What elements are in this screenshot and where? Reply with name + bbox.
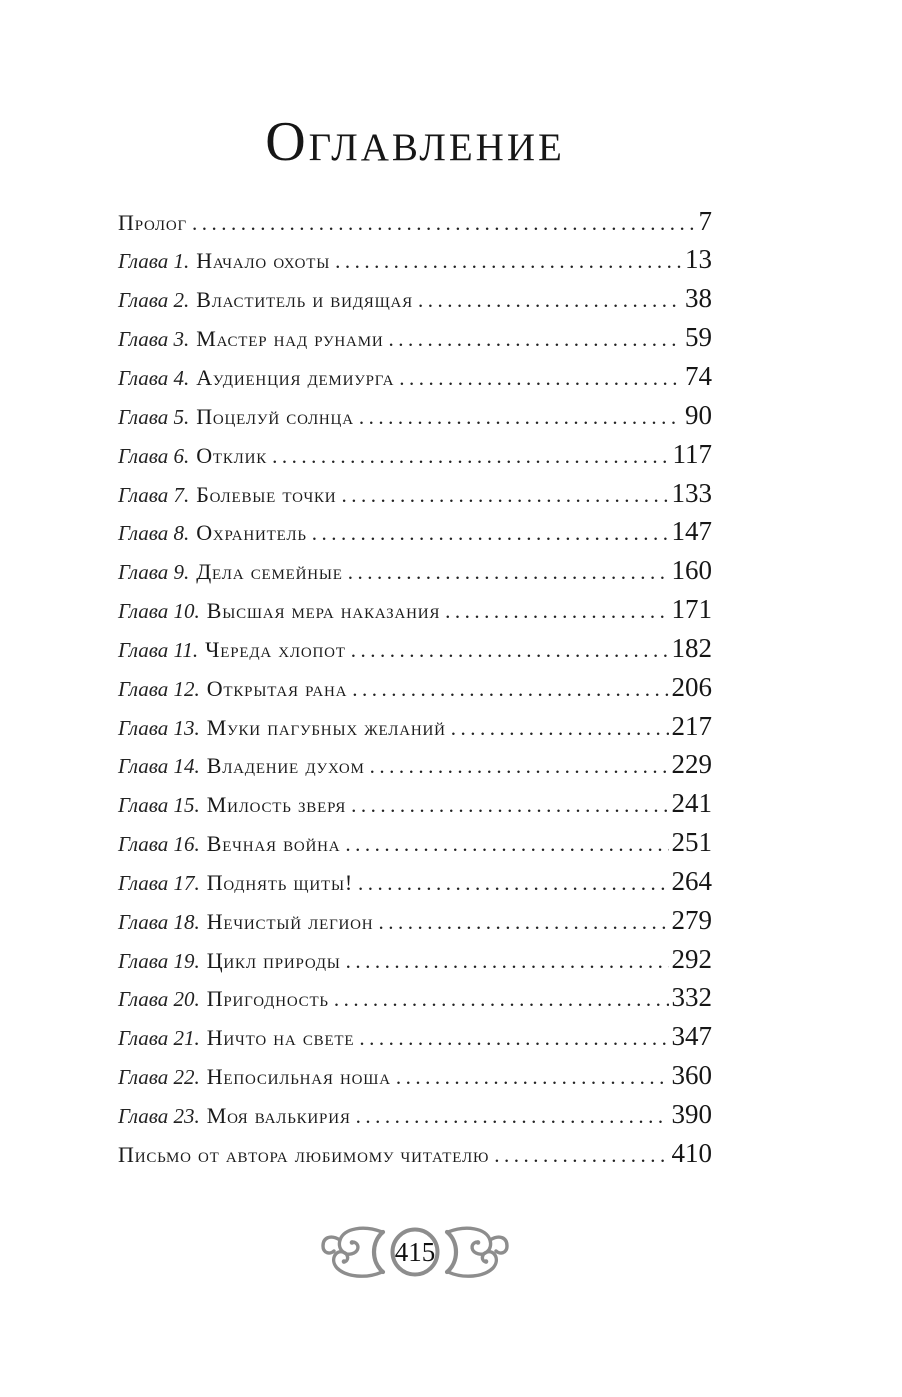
toc-entry-chapter-label: Глава 2. <box>118 288 190 313</box>
toc-entry-page-number: 59 <box>685 322 712 353</box>
toc-entry-chapter-label: Глава 1. <box>118 249 190 274</box>
toc-entry-page-number: 360 <box>671 1060 712 1091</box>
toc-entry <box>118 435 712 474</box>
toc-entry <box>118 1134 712 1173</box>
toc-entry <box>118 784 712 823</box>
toc-entry-chapter-label: Глава 10. <box>118 599 200 624</box>
footer-ornament <box>320 1223 510 1281</box>
toc-entry-dot-leader <box>351 792 668 818</box>
toc-entry-chapter-label: Глава 21. <box>118 1026 200 1051</box>
toc-entry-dot-leader <box>348 559 669 585</box>
toc-entry <box>118 901 712 940</box>
toc-entry-dot-leader <box>388 326 682 352</box>
toc-entry <box>118 474 712 513</box>
toc-entry-title: Владение духом <box>206 753 365 779</box>
toc-entry-title: Череда хлопот <box>205 636 346 662</box>
toc-entry-chapter-label: Глава 19. <box>118 948 200 973</box>
toc-entry-chapter-label: Глава 7. <box>118 482 190 507</box>
toc-entry-title: Пролог <box>118 209 187 235</box>
toc-entry <box>118 1056 712 1095</box>
toc-entry-dot-leader <box>334 986 669 1012</box>
toc-entry-title: Болевые точки <box>196 481 337 507</box>
toc-entry-chapter-label: Глава 5. <box>118 404 190 429</box>
toc-entry-page-number: 206 <box>671 671 712 702</box>
toc-entry-page-number: 292 <box>671 943 712 974</box>
toc-entry <box>118 551 712 590</box>
toc-entry-title: Отклик <box>196 442 268 468</box>
toc-entry-title: Поцелуй солнца <box>196 403 354 429</box>
toc-entry-page-number: 160 <box>671 555 712 586</box>
toc-entry-page-number: 90 <box>685 399 712 430</box>
toc-entry-page-number: 133 <box>671 477 712 508</box>
toc-entry-title: Открытая рана <box>206 675 348 701</box>
toc-entry-dot-leader <box>418 287 682 313</box>
toc-entry-title: Поднять щиты! <box>206 869 353 895</box>
toc-entry <box>118 862 712 901</box>
toc-entry-page-number: 171 <box>671 594 712 625</box>
toc-entry <box>118 512 712 551</box>
book-page <box>118 0 712 1286</box>
toc-entry-chapter-label: Глава 11. <box>118 637 199 662</box>
toc-entry-dot-leader <box>346 948 669 974</box>
toc-entry-chapter-label: Глава 23. <box>118 1104 200 1128</box>
toc-entry-dot-leader <box>312 520 669 546</box>
toc-entry <box>118 745 712 784</box>
toc-entry-title: Пригодность <box>206 986 329 1012</box>
toc-entry <box>118 396 712 435</box>
toc-entry-dot-leader <box>399 365 682 391</box>
toc-entry-page-number: 332 <box>671 982 712 1013</box>
toc-entry-title: Вечная война <box>206 831 341 857</box>
toc-entry-chapter-label: Глава 13. <box>118 715 200 740</box>
toc-entry <box>118 707 712 746</box>
toc-entry <box>118 240 712 279</box>
toc-entry-dot-leader <box>351 637 669 663</box>
toc-entry <box>118 823 712 862</box>
toc-entry <box>118 279 712 318</box>
toc-entry <box>118 1095 712 1134</box>
toc-entry-title: Начало охоты <box>196 248 331 274</box>
toc-entry-title: Охранитель <box>196 520 307 546</box>
toc-entry-chapter-label: Глава 15. <box>118 793 200 818</box>
toc-entry-page-number: 241 <box>671 788 712 819</box>
toc-entry-chapter-label: Глава 4. <box>118 365 190 390</box>
toc-entry-chapter-label: Глава 18. <box>118 909 200 934</box>
toc-entry <box>118 940 712 979</box>
toc-entry-title: Милость зверя <box>206 792 347 818</box>
toc-entry <box>118 202 712 241</box>
toc-entry-title: Непосильная ноша <box>206 1064 391 1090</box>
toc-entry-dot-leader <box>359 404 682 430</box>
toc-entry-dot-leader <box>451 715 669 741</box>
toc-entry-page-number: 410 <box>671 1137 712 1168</box>
toc-entry-page-number: 7 <box>698 205 712 236</box>
toc-entry-page-number: 347 <box>671 1021 712 1052</box>
toc-entry-dot-leader <box>341 482 668 508</box>
toc-entry-title: Мастер над рунами <box>196 326 384 352</box>
toc-entry-title: Высшая мера наказания <box>206 598 441 624</box>
toc-entry <box>118 318 712 357</box>
toc-entry-page-number: 390 <box>671 1099 712 1129</box>
toc-entry-dot-leader <box>494 1142 668 1168</box>
toc-entry-page-number: 229 <box>671 749 712 780</box>
toc-entry-chapter-label: Глава 6. <box>118 443 190 468</box>
toc-entry-page-number: 279 <box>671 904 712 935</box>
toc-entry-chapter-label: Глава 17. <box>118 870 200 895</box>
toc-entry-dot-leader <box>396 1064 669 1090</box>
toc-entry <box>118 668 712 707</box>
toc-entry-dot-leader <box>272 443 669 469</box>
toc-entry-dot-leader <box>345 831 668 857</box>
toc-entry-page-number: 182 <box>671 632 712 663</box>
toc-entry-title: Аудиенция демиурга <box>196 364 395 390</box>
toc-entry-dot-leader <box>445 598 668 624</box>
toc-entry-chapter-label: Глава 8. <box>118 521 190 546</box>
toc-entry-dot-leader <box>352 676 668 702</box>
toc-entry-title: Дела семейные <box>196 559 343 585</box>
toc-entry <box>118 978 712 1017</box>
toc-entry-chapter-label: Глава 12. <box>118 676 200 701</box>
toc-entry-chapter-label: Глава 3. <box>118 327 190 352</box>
toc-entry-page-number: 217 <box>671 710 712 741</box>
toc-entry-title: Цикл природы <box>206 947 341 973</box>
footer-page-number: 415 <box>394 1236 436 1267</box>
toc-list <box>118 202 712 1173</box>
toc-entry-title: Муки пагубных желаний <box>206 714 446 740</box>
toc-entry-dot-leader <box>356 1103 669 1129</box>
toc-entry-page-number: 117 <box>672 438 712 469</box>
toc-entry-dot-leader <box>358 870 669 896</box>
toc-entry-dot-leader <box>378 909 668 935</box>
toc-entry-dot-leader <box>335 248 682 274</box>
toc-entry-title: Письмо от автора любимому читателю <box>118 1141 490 1167</box>
toc-entry-chapter-label: Глава 14. <box>118 754 200 779</box>
toc-entry-chapter-label: Глава 16. <box>118 832 200 857</box>
toc-entry-chapter-label: Глава 20. <box>118 987 200 1012</box>
toc-entry-title: Нечистый легион <box>206 908 374 934</box>
toc-entry-page-number: 251 <box>671 827 712 858</box>
toc-entry-page-number: 13 <box>685 244 712 275</box>
toc-entry <box>118 1017 712 1056</box>
toc-entry <box>118 629 712 668</box>
toc-entry-chapter-label: Глава 9. <box>118 560 190 585</box>
toc-entry <box>118 357 712 396</box>
toc-entry-page-number: 74 <box>685 360 712 391</box>
toc-entry-chapter-label: Глава 22. <box>118 1065 200 1090</box>
toc-entry-page-number: 147 <box>671 516 712 547</box>
toc-entry-title: Моя валькирия <box>206 1103 351 1128</box>
toc-entry-title: Ничто на свете <box>206 1025 355 1051</box>
toc-entry-page-number: 264 <box>671 865 712 896</box>
toc-entry-dot-leader <box>359 1025 668 1051</box>
toc-entry-dot-leader <box>370 753 669 779</box>
toc-entry <box>118 590 712 629</box>
page-title: Оглавление <box>265 111 565 173</box>
toc-entry-page-number: 38 <box>685 283 712 314</box>
toc-entry-dot-leader <box>192 210 696 236</box>
toc-entry-title: Властитель и видящая <box>196 287 413 313</box>
page-footer <box>118 1223 712 1286</box>
